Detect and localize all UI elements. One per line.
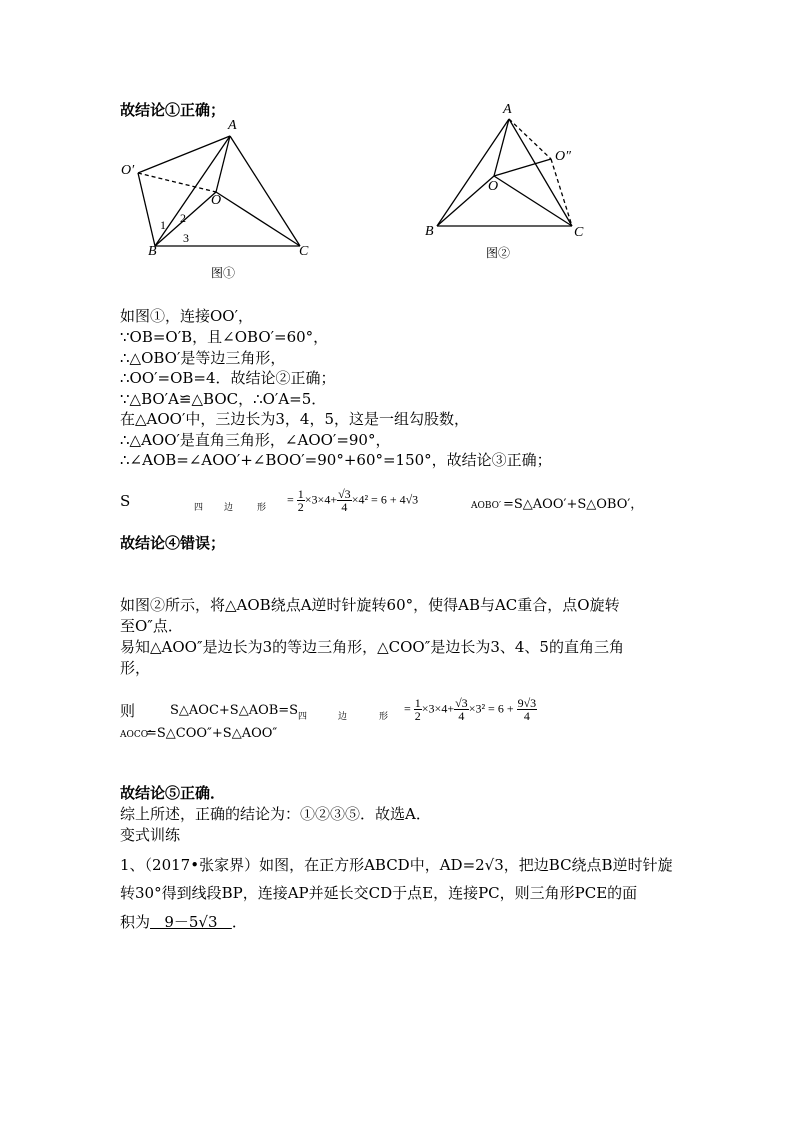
fig2-label-C: C xyxy=(574,225,584,240)
line-1: 如图①，连接OO′， xyxy=(120,307,254,325)
line-8: ∴∠AOB=∠AOO′+∠BOO′=90°+60°=150°，故结论③正确； xyxy=(120,451,552,469)
fig2-edge-OC xyxy=(494,176,572,226)
fig1-edge-AB xyxy=(155,136,230,246)
formula2-rest: =S△COO″+S△AOO″ xyxy=(146,726,278,741)
problem-line-3-prefix: 积为 xyxy=(120,913,151,931)
formula2-word-xing: 形 xyxy=(379,712,389,722)
formula2-lhs: S△AOC+S△AOB=S xyxy=(170,703,299,718)
fig2-edge-AO xyxy=(494,119,509,176)
fig2-label-O: O xyxy=(488,179,499,194)
fig2-dash-OdblC xyxy=(551,159,572,226)
para-2-line-1: 如图②所示，将△AOB绕点A逆时针旋转60°，使得AB与AC重合，点O旋转 xyxy=(120,596,620,614)
formula2-expression: = $\frac{1}{2}$ ×3×4+ $\frac{√3}{4}$ ×3² = 6 + $\frac{9√3}{4}$ xyxy=(404,696,537,723)
summary-text: 综上所述，正确的结论为：①②③⑤．故选A． xyxy=(120,805,431,823)
para-3-line-1: 易知△AOO″是边长为3的等边三角形，△COO″是边长为3、4、5的直角三角 xyxy=(120,638,624,656)
fig1-label-B: B xyxy=(148,244,157,259)
fig1-edge-OprimeB xyxy=(138,173,155,246)
problem-line-1: 1、（2017•张家界）如图，在正方形ABCD中，AD=2√3，把边BC绕点B逆时针旋 xyxy=(120,856,673,874)
conclusion-4-text: 故结论④错误； xyxy=(120,534,226,552)
answer-blank: 9－5√3 xyxy=(150,913,232,931)
figure-2-diagram xyxy=(420,105,600,240)
figure-1-diagram xyxy=(110,115,330,265)
problem-line-3-suffix: ． xyxy=(231,913,247,931)
fig1-dash-OOprime xyxy=(138,173,216,192)
fig1-edge-AC xyxy=(230,136,300,246)
formula2-ze: 则 xyxy=(120,702,136,720)
conclusion-5-text: 故结论⑤正确． xyxy=(120,784,226,802)
fig1-edge-AOprime xyxy=(138,136,230,173)
problem-line-2: 转30°得到线段BP，连接AP并延长交CD于点E，连接PC，则三角形PCE的面 xyxy=(120,884,638,902)
formula1-expression: = $\frac{1}{2}$ ×3×4+ $\frac{√3}{4}$ ×4² = 6 + 4√3 xyxy=(287,487,419,514)
formula2-subscript: AOCO″ xyxy=(120,730,152,740)
fig1-caption: 图① xyxy=(211,266,236,280)
formula2-word-bian: 边 xyxy=(338,712,348,722)
fig1-angle-1: 1 xyxy=(160,218,166,232)
formula1-word-si: 四 xyxy=(194,503,204,513)
formula1-S: S xyxy=(120,492,131,510)
fig1-edge-AO xyxy=(216,136,230,192)
fig2-edge-AC xyxy=(509,119,572,226)
line-5: ∵△BO′A≌△BOC，∴O′A=5． xyxy=(120,390,327,408)
section-heading: 变式训练 xyxy=(120,826,181,844)
fig2-label-B: B xyxy=(425,224,434,239)
fig2-label-Odbl: O″ xyxy=(555,149,571,164)
fig1-label-O: O xyxy=(211,193,222,208)
problem-line-3 xyxy=(120,912,247,932)
fig1-label-Oprime: O′ xyxy=(121,163,135,178)
fig2-label-A: A xyxy=(503,102,512,117)
line-3: ∴△OBO′是等边三角形， xyxy=(120,349,286,367)
line-7: ∴△AOO′是直角三角形，∠AOO′=90°， xyxy=(120,431,391,449)
fig2-edge-OOdbl xyxy=(494,159,551,176)
line-4: ∴OO′=OB=4．故结论②正确； xyxy=(120,369,336,387)
fig1-angle-2: 2 xyxy=(180,211,186,225)
formula1-word-bian: 边 xyxy=(224,503,234,513)
formula2-word-si: 四 xyxy=(298,712,308,722)
line-6: 在△AOO′中，三边长为3，4，5，这是一组勾股数， xyxy=(120,410,470,428)
para-2-line-2: 至O″点． xyxy=(120,617,183,635)
para-3-line-2: 形， xyxy=(120,659,151,677)
conclusion-1-text: 故结论①正确； xyxy=(120,101,226,119)
fig2-caption: 图② xyxy=(486,246,511,260)
fig1-edge-OC xyxy=(216,192,300,246)
formula1-rest: =S△AOO′+S△OBO′， xyxy=(503,497,644,512)
fig2-dash-AOdbl xyxy=(509,119,551,159)
fig2-edge-AB xyxy=(437,119,509,226)
formula1-subscript: AOBO′ xyxy=(471,501,502,511)
formula1-word-xing: 形 xyxy=(257,503,267,513)
line-2: ∵OB=O′B，且∠OBO′=60°， xyxy=(120,328,329,346)
fig1-angle-3: 3 xyxy=(183,231,189,245)
fig1-label-C: C xyxy=(299,244,309,259)
fig1-label-A: A xyxy=(228,118,237,133)
